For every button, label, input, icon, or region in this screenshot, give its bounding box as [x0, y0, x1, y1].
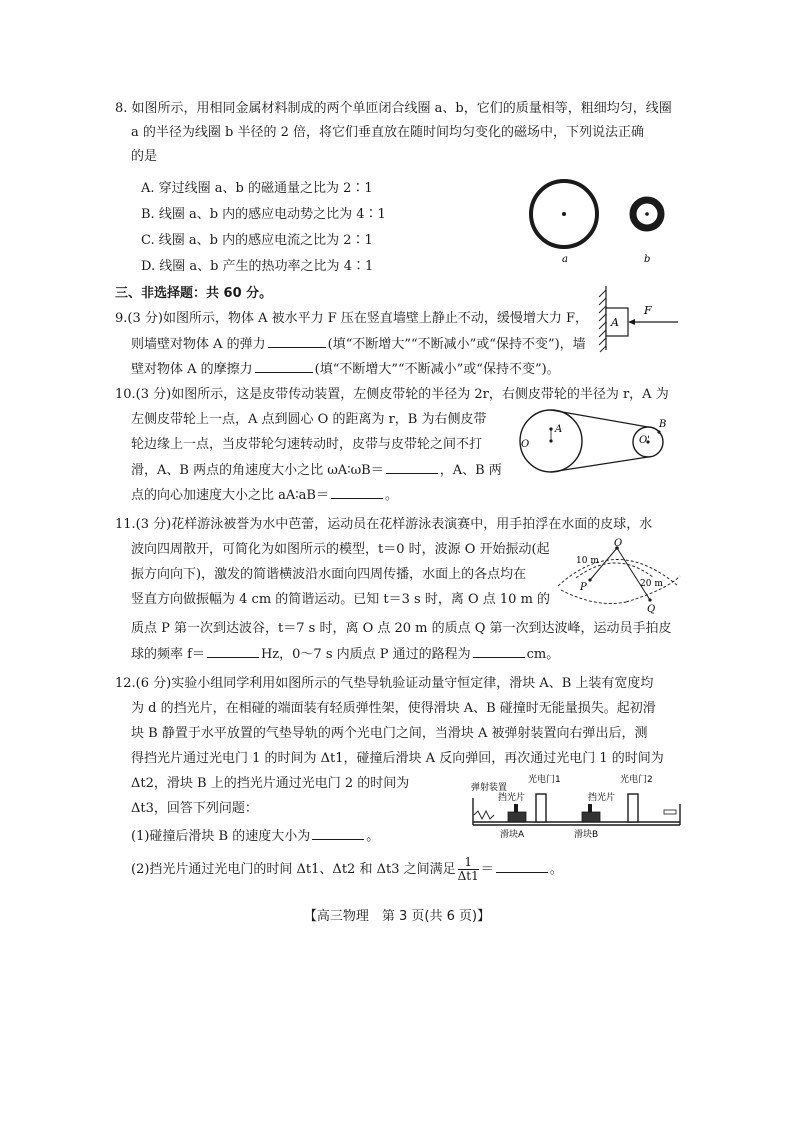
- label-o-prime: O': [639, 435, 650, 446]
- force-f-label: F: [644, 304, 652, 317]
- q11-line6: [131, 645, 559, 664]
- coil-a-label: a: [562, 254, 568, 265]
- q12-sub2-eq: ＝: [480, 862, 494, 877]
- q10-blank-2[interactable]: [331, 486, 383, 499]
- page-footer: 【高三物理 第 3 页(共 6 页)】: [303, 909, 491, 924]
- block-a-label: A: [611, 316, 619, 329]
- q10-line5-b: 。: [384, 488, 398, 503]
- q8-coils-figure: [520, 178, 680, 268]
- q9-line3-a: 壁对物体 A 的摩擦力: [131, 362, 253, 377]
- q12-line3: 块 B 静置于水平放置的气垫导轨的两个光电门之间，当滑块 A 被弹射装置向右弹出后，测: [131, 726, 648, 741]
- q8-line1: 8. 如图所示，用相同金属材料制成的两个单匝闭合线圈 a、b，它们的质量相等，粗细均匀，线圈: [115, 101, 672, 116]
- q10-line4: [131, 461, 502, 480]
- slider-a: [508, 812, 526, 822]
- q12-fraction-den: Δt1: [457, 869, 479, 883]
- q9-line2: [131, 335, 586, 354]
- q9-blank-2[interactable]: [255, 360, 313, 373]
- q10-line1: 10.(3 分)如图所示，这是皮带传动装置，左侧皮带轮的半径为 2r，右侧皮带轮的半径为 r，A 为: [115, 387, 669, 402]
- q9-line3: [131, 360, 560, 379]
- q12-sub2-c: 。: [549, 862, 563, 877]
- q8-option-d: D. 线圈 a、b 产生的热功率之比为 4∶1: [141, 259, 374, 274]
- q12-line6: Δt3，回答下列问题：: [131, 801, 258, 816]
- q12-sub1-b: 。: [366, 829, 380, 844]
- label-p: P: [580, 582, 587, 593]
- q12-blank-2[interactable]: [496, 860, 548, 873]
- slider-b: [582, 812, 600, 822]
- q9-line1: 9.(3 分)如图所示，物体 A 被水平力 F 压在竖直墙壁上静止不动，缓慢增大力 F，: [115, 311, 589, 326]
- q12-airtrack-figure: [468, 770, 686, 842]
- q10-blank-1[interactable]: [386, 461, 438, 474]
- q9-wall-figure: [594, 284, 684, 354]
- q10-belt-figure: [508, 405, 670, 477]
- label-a: A: [555, 424, 563, 435]
- q11-line5: 质点 P 第一次到达波谷，t＝7 s 时，离 O 点 20 m 的质点 Q 第一次到达波峰，运动员手拍皮: [131, 621, 672, 636]
- q11-blank-2[interactable]: [473, 645, 525, 658]
- q11-line6-b: Hz，0～7 s 内质点 P 通过的路程为: [260, 647, 471, 662]
- q10-line2: 左侧皮带轮上一点，A 点到圆心 O 的距离为 r，B 为右侧皮带: [131, 412, 487, 427]
- q12-line4: 得挡光片通过光电门 1 的时间为 Δt1，碰撞后滑块 A 反向弹回，再次通过光电门 1 的时间为: [131, 751, 664, 766]
- coil-a-center: [562, 212, 566, 216]
- q12-line2: 为 d 的挡光片，在相碰的端面装有轻质弹性架，使得滑块 A、B 碰撞时无能量损失。起初滑: [131, 701, 656, 716]
- segment-oq: [617, 548, 650, 600]
- q12-line1: 12.(6 分)实验小组同学利用如图所示的气垫导轨验证动量守恒定律，滑块 A、B 上装有宽度均: [115, 676, 654, 691]
- belt-bottom: [551, 457, 648, 472]
- q12-blank-1[interactable]: [312, 827, 364, 840]
- launcher-label: 弹射装置: [471, 783, 508, 793]
- q9-line2-b: (填“不断增大”“不断减小”或“保持不变”)，墙: [327, 337, 586, 352]
- q12-sub2-a: (2)挡光片通过光电门的时间 Δt1、Δt2 和 Δt3 之间满足: [131, 862, 456, 877]
- q11-line6-a: 球的频率 f＝: [131, 647, 205, 662]
- q10-line4-b: ，A、B 两: [439, 463, 502, 478]
- q12-line5: Δt2，滑块 B 上的挡光片通过光电门 2 的时间为: [131, 776, 410, 791]
- wave-arc-lower-left: [561, 590, 626, 604]
- label-10m: 10 m: [576, 556, 599, 566]
- q12-fraction-num: 1: [458, 856, 479, 870]
- q8-line2: a 的半径为线圈 b 半径的 2 倍，将它们垂直放在随时间均匀变化的磁场中，下列说法正确: [131, 125, 645, 140]
- q8-option-a: A. 穿过线圈 a、b 的磁通量之比为 2∶1: [141, 181, 373, 196]
- q10-line3: 轮边缘上一点，当皮带轮匀速转动时，皮带与皮带轮之间不打: [131, 437, 483, 452]
- q8-line3: 的是: [131, 149, 158, 164]
- q11-blank-1[interactable]: [207, 645, 259, 658]
- q12-sub1-a: (1)碰撞后滑块 B 的速度大小为: [131, 829, 311, 844]
- coil-b-label: b: [644, 254, 651, 265]
- q11-line1: 11.(3 分)花样游泳被誉为水中芭蕾，运动员在花样游泳表演赛中，用手拍浮在水面的皮球，水: [115, 517, 653, 532]
- slider-a-label: 滑块A: [500, 830, 525, 840]
- coil-b-center: [645, 212, 649, 216]
- gate1-label: 光电门1: [528, 775, 561, 785]
- label-20m: 20 m: [640, 579, 663, 589]
- q12-sub2: [131, 855, 563, 885]
- slider-b-label: 滑块B: [574, 830, 599, 840]
- q12-sub1: [131, 827, 379, 846]
- belt-top: [551, 410, 648, 427]
- q8-option-b: B. 线圈 a、b 内的感应电动势之比为 4∶1: [141, 207, 386, 222]
- label-b: B: [659, 419, 667, 430]
- q10-line5-a: 点的向心加速度大小之比 aA∶aB＝: [131, 488, 329, 503]
- q11-line4: 竖直方向做振幅为 4 cm 的简谐运动。已知 t＝3 s 时，离 O 点 10 m 的: [131, 592, 551, 607]
- q11-line3: 振方向向下)，激发的简谐横波沿水面向四周传播，水面上的各点均在: [131, 567, 527, 582]
- q11-wave-figure: [556, 538, 684, 618]
- gate1: [536, 794, 546, 822]
- shade1-label: 挡光片: [498, 793, 526, 803]
- label-q: Q: [647, 604, 656, 615]
- shade2-label: 挡光片: [588, 793, 616, 803]
- q11-line2: 波向四周散开，可简化为如图所示的模型，t＝0 时，波源 O 开始振动(起: [131, 542, 550, 557]
- q9-blank-1[interactable]: [268, 335, 326, 348]
- gate2-label: 光电门2: [620, 775, 653, 785]
- section-heading: 三、非选择题：共 60 分。: [115, 286, 273, 301]
- q10-line4-a: 滑，A、B 两点的角速度大小之比 ωA∶ωB＝: [131, 463, 384, 478]
- label-o: O: [521, 439, 530, 450]
- gate2: [628, 794, 638, 822]
- spring: [474, 811, 494, 819]
- q10-line5: [131, 486, 398, 505]
- q12-fraction: [458, 856, 479, 883]
- q9-line3-b: (填“不断增大”“不断减小”或“保持不变”)。: [314, 362, 560, 377]
- q9-line2-a: 则墙壁对物体 A 的弹力: [131, 337, 266, 352]
- label-o: O: [614, 538, 623, 549]
- q11-line6-c: cm。: [526, 647, 560, 662]
- q8-option-c: C. 线圈 a、b 内的感应电流之比为 2∶1: [141, 233, 373, 248]
